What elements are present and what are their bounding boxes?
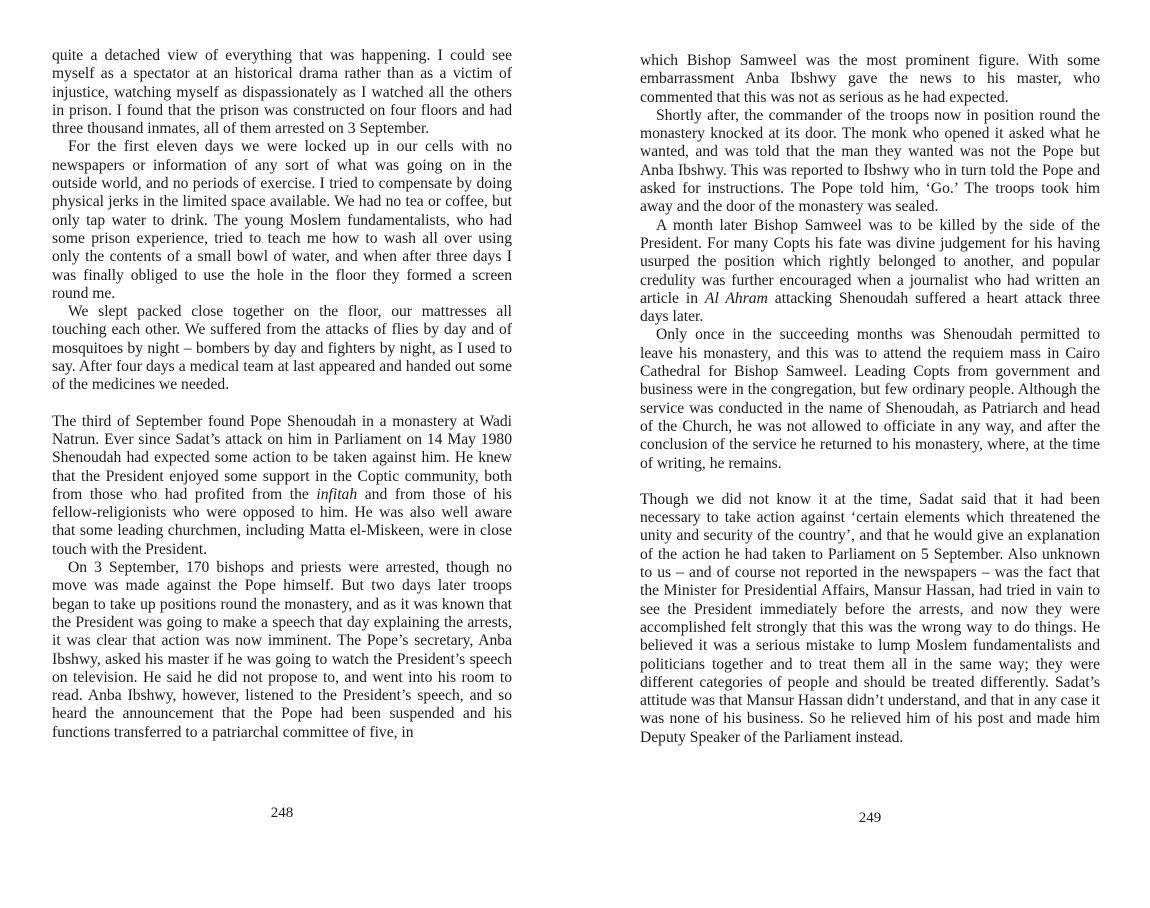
paragraph xyxy=(52,413,512,559)
right-page-text xyxy=(640,52,1100,747)
paragraph: Shortly after, the commander of the troops now in position round the monastery knocked at its door. The monk who opened it asked what he wanted, and was told that the man they wanted was not the Pope but Anba Ibshwy. This was reported to Ibshwy who in turn told the Pope and asked for instructions. The Pope told him, ‘Go.’ The troops took him away and the door of the monastery was sealed. xyxy=(640,106,1100,216)
paragraph: Though we did not know it at the time, Sadat said that it had been necessary to take action against ‘certain elements which threatened the unity and security of the country’, and that he would give an explanation of the action he had taken to Parliament on 5 September. Also unknown to us – and of course not reported in the newspapers – was the fact that the Minister for Presidential Affairs, Mansur Hassan, had tried in vain to see the President immediately before the arrests, and now they were accomplished felt strongly that this was the wrong way to do things. He believed it was a serious mistake to lump Moslem fundamentalists and politicians together and to treat them all in the same way; they were different categories of people and should be treated differently. Sadat’s attitude was that Mansur Hassan didn’t understand, and that in any case it was none of his business. So he relieved him of his post and made him Deputy Speaker of the Parliament instead. xyxy=(640,490,1100,746)
paragraph: quite a detached view of everything that was happening. I could see myself as a spectator at an historical drama rather than as a victim of injustice, watching myself as dispassionately as I watched all the others in prison. I found that the prison was constructed on four floors and had three thousand inmates, all of them arrested on 3 September. xyxy=(52,47,512,138)
text-run: and from those of his fellow-religionists who were opposed to him. He was also well aware that some leading churchmen, including Matta el-Miskeen, were in close touch with the President. xyxy=(52,485,512,558)
paragraph: On 3 September, 170 bishops and priests were arrested, though no move was made against the Pope himself. But two days later troops began to take up positions round the monastery, and as it was known that the President was going to make a speech that day explaining the arrests, it was clear that action was now imminent. The Pope’s secretary, Anba Ibshwy, asked his master if he was going to watch the President’s speech on television. He said he did not propose to, and went into his room to read. Anba Ibshwy, however, listened to the President’s speech, and so heard the announcement that the Pope had been suspended and his functions transferred to a patriarchal committee of five, in xyxy=(52,559,512,741)
italic-term: infitah xyxy=(316,485,358,503)
right-page xyxy=(640,0,1100,908)
page-number: 248 xyxy=(270,805,294,821)
paragraph: Only once in the succeeding months was Shenoudah permitted to leave his monastery, and this was to attend the requiem mass in Cairo Cathedral for Bishop Samweel. Leading Copts from government and business were in the congregation, but few ordinary people. Although the service was conducted in the name of Shenoudah, as Patriarch and head of the Church, he was not allowed to officiate in any way, and after the conclusion of the service he returned to his monastery, where, at the time of writing, he remains. xyxy=(640,326,1100,472)
text-run: attacking Shenoudah suffered a heart attack three days later. xyxy=(640,289,1100,326)
text-run: A month later Bishop Samweel was to be killed by the side of the President. For many Copts his fate was divine judgement for his having usurped the position which rightly belonged to another, and popular credulity was further encouraged when a journalist who had written an article in xyxy=(640,216,1100,307)
paragraph: which Bishop Samweel was the most prominent figure. With some embarrassment Anba Ibshwy gave the news to his master, who commented that this was not as serious as he had expected. xyxy=(640,52,1100,106)
page-number: 249 xyxy=(858,810,882,826)
left-page xyxy=(52,0,512,908)
left-page-text xyxy=(52,47,512,742)
text-run: The third of September found Pope Shenoudah in a monastery at Wadi Natrun. Ever since Sadat’s attack on him in Parliament on 14 May 1980 Shenoudah had expected some action to be taken against him. He knew that the President enjoyed some support in the Coptic community, both from those who had profited from the xyxy=(52,412,512,503)
paragraph: We slept packed close together on the floor, our mattresses all touching each other. We suffered from the attacks of flies by day and of mosquitoes by night – bombers by day and fighters by night, as I used to say. After four days a medical team at last appeared and handed out some of the medicines we needed. xyxy=(52,303,512,394)
italic-title: Al Ahram xyxy=(704,289,768,307)
paragraph: For the first eleven days we were locked up in our cells with no newspapers or information of any sort of what was going on in the outside world, and no periods of exercise. I tried to compensate by doing physical jerks in the limited space available. We had no tea or coffee, but only tap water to drink. The young Moslem fundamentalists, who had some prison experience, tried to teach me how to wash all over using only the contents of a small bowl of water, and when after three days I was finally obliged to use the hole in the floor they formed a screen round me. xyxy=(52,138,512,302)
paragraph xyxy=(640,217,1100,327)
